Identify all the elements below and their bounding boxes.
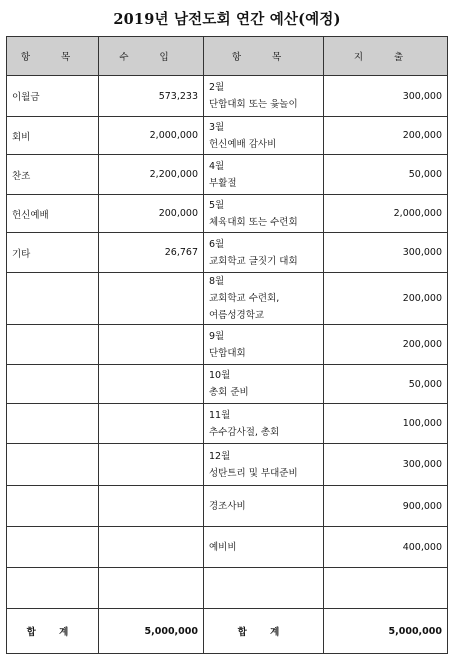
expense-desc: 단합대회 또는 윷놀이	[209, 99, 298, 110]
income-item-empty	[7, 325, 99, 365]
header-row	[7, 37, 448, 76]
expense-item	[204, 76, 324, 117]
expense-item	[204, 155, 324, 195]
header-income-item: 항 목	[7, 37, 99, 76]
expense-month: 12월	[209, 450, 231, 462]
expense-desc: 교회학교 수련회,	[209, 293, 280, 304]
header-expense-item: 항 목	[204, 37, 324, 76]
expense-item	[204, 325, 324, 365]
expense-amount: 200,000	[324, 325, 448, 365]
table-row	[7, 155, 448, 195]
expense-desc: 성탄트리 및 부대준비	[209, 467, 298, 479]
table-row-blank	[7, 568, 448, 609]
budget-table	[6, 36, 448, 654]
expense-month: 3월	[209, 121, 225, 133]
expense-desc: 헌신예배 감사비	[209, 138, 277, 150]
income-item-empty	[7, 273, 99, 325]
table-row	[7, 273, 448, 325]
income-item: 찬조	[7, 155, 99, 195]
blank-cell	[7, 568, 99, 609]
expense-amount: 200,000	[324, 117, 448, 155]
expense-item	[204, 527, 324, 568]
table-row	[7, 486, 448, 527]
expense-desc: 체육대회 또는 수련회	[209, 216, 298, 228]
table-row	[7, 404, 448, 444]
expense-desc-2: 여름성경학교	[209, 310, 265, 321]
expense-item	[204, 117, 324, 155]
expense-item	[204, 486, 324, 527]
expense-item	[204, 444, 324, 486]
expense-amount: 900,000	[324, 486, 448, 527]
table-row	[7, 233, 448, 273]
expense-amount: 50,000	[324, 155, 448, 195]
table-row	[7, 117, 448, 155]
expense-month: 5월	[209, 199, 225, 211]
expense-item	[204, 273, 324, 325]
expense-month: 11월	[209, 409, 231, 421]
income-item-empty	[7, 486, 99, 527]
expense-month: 6월	[209, 238, 225, 250]
income-amount-empty	[99, 486, 204, 527]
income-item: 헌신예배	[7, 195, 99, 233]
expense-month: 4월	[209, 160, 225, 172]
expense-amount: 2,000,000	[324, 195, 448, 233]
expense-item	[204, 195, 324, 233]
table-row	[7, 76, 448, 117]
blank-cell	[99, 568, 204, 609]
income-amount: 2,200,000	[99, 155, 204, 195]
table-row	[7, 325, 448, 365]
total-income: 5,000,000	[99, 609, 204, 654]
income-amount-empty	[99, 404, 204, 444]
expense-amount: 200,000	[324, 273, 448, 325]
expense-month: 9월	[209, 330, 225, 342]
expense-desc: 경조사비	[209, 500, 246, 512]
expense-amount: 400,000	[324, 527, 448, 568]
header-expense: 지 출	[324, 37, 448, 76]
total-row	[7, 609, 448, 654]
table-row	[7, 527, 448, 568]
income-amount: 573,233	[99, 76, 204, 117]
expense-desc: 추수감사절, 총회	[209, 426, 280, 438]
income-amount-empty	[99, 273, 204, 325]
expense-amount: 50,000	[324, 365, 448, 404]
table-row	[7, 365, 448, 404]
expense-amount: 300,000	[324, 76, 448, 117]
income-amount-empty	[99, 527, 204, 568]
income-item: 회비	[7, 117, 99, 155]
expense-item	[204, 233, 324, 273]
table-row	[7, 444, 448, 486]
expense-month: 8월	[209, 276, 225, 287]
total-label-expense: 합 계	[204, 609, 324, 654]
expense-desc: 부활절	[209, 177, 237, 189]
expense-desc: 교회학교 글짓기 대회	[209, 255, 298, 267]
expense-month: 10월	[209, 370, 231, 381]
income-amount-empty	[99, 325, 204, 365]
expense-month: 2월	[209, 82, 225, 93]
expense-desc: 예비비	[209, 541, 237, 553]
income-amount-empty	[99, 444, 204, 486]
income-item-empty	[7, 444, 99, 486]
page-title: 2019년 남전도회 연간 예산(예정)	[113, 11, 341, 28]
expense-desc: 총회 준비	[209, 387, 249, 398]
income-amount: 2,000,000	[99, 117, 204, 155]
income-amount: 200,000	[99, 195, 204, 233]
expense-amount: 300,000	[324, 444, 448, 486]
total-expense: 5,000,000	[324, 609, 448, 654]
expense-amount: 100,000	[324, 404, 448, 444]
total-label-income: 합 계	[7, 609, 99, 654]
income-item-empty	[7, 365, 99, 404]
income-item: 이월금	[7, 76, 99, 117]
expense-amount: 300,000	[324, 233, 448, 273]
blank-cell	[324, 568, 448, 609]
income-amount-empty	[99, 365, 204, 404]
blank-cell	[204, 568, 324, 609]
income-item: 기타	[7, 233, 99, 273]
expense-item	[204, 365, 324, 404]
income-item-empty	[7, 404, 99, 444]
expense-desc: 단합대회	[209, 347, 246, 359]
income-item-empty	[7, 527, 99, 568]
income-amount: 26,767	[99, 233, 204, 273]
table-row	[7, 195, 448, 233]
expense-item	[204, 404, 324, 444]
header-income: 수 입	[99, 37, 204, 76]
